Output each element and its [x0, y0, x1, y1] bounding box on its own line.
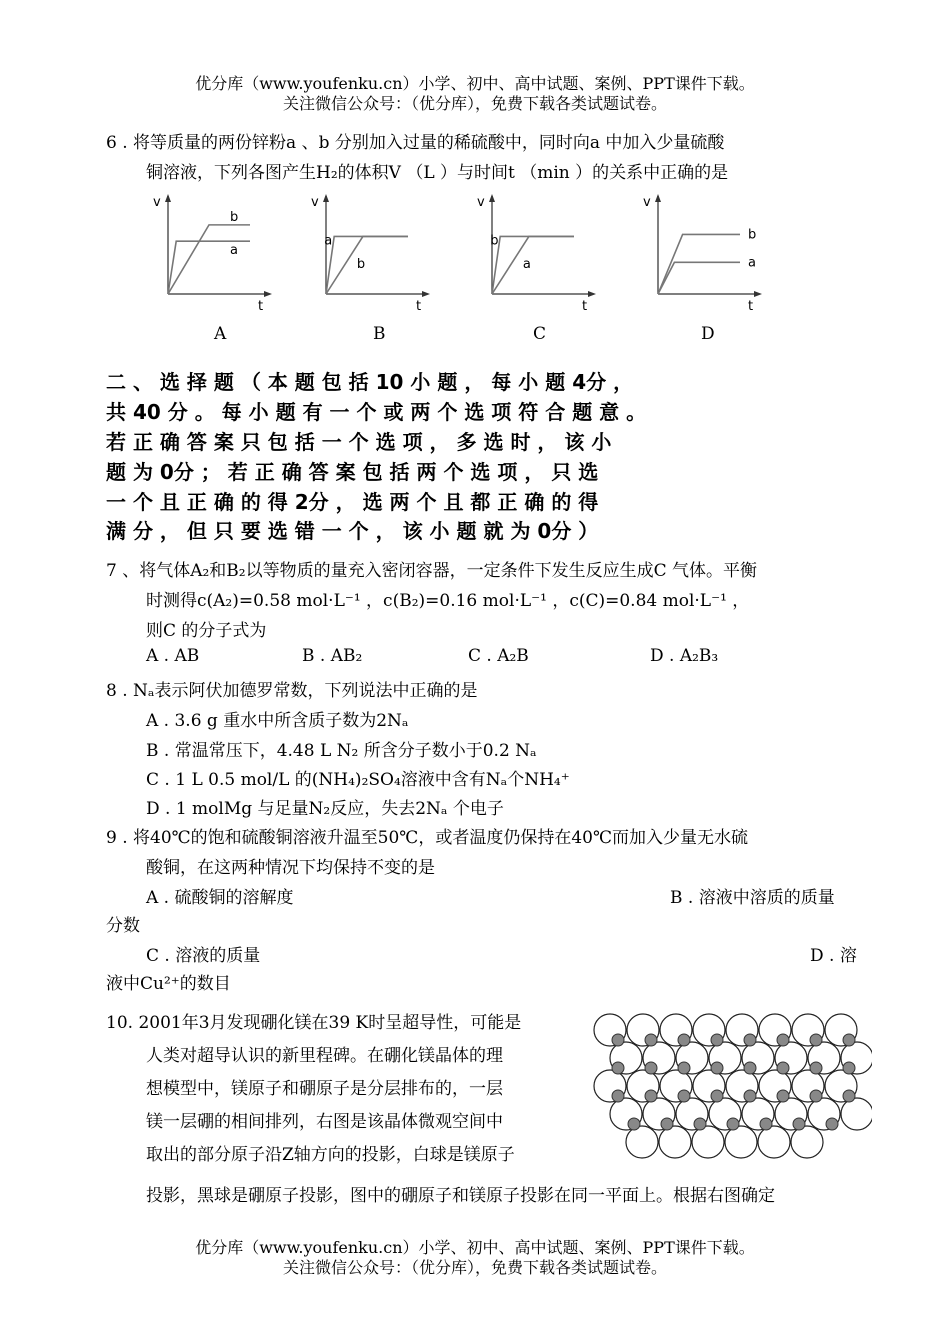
y-axis-arrow: [323, 194, 329, 202]
b-atom: [661, 1118, 673, 1130]
q10-line2: 人类对超导认识的新里程碑。在硼化镁晶体的理: [146, 1046, 503, 1066]
series-line-a: [658, 262, 740, 294]
y-axis-arrow: [655, 194, 661, 202]
b-atom: [628, 1118, 640, 1130]
x-axis-label: t: [416, 299, 422, 314]
b-atom: [694, 1118, 706, 1130]
q7-stem-line3: 则C 的分子式为: [146, 621, 267, 641]
b-atom: [777, 1034, 789, 1046]
chart-caption-a: A: [214, 324, 227, 344]
q10-line6: 投影，黑球是硼原子投影，图中的硼原子和镁原子投影在同一平面上。根据右图确定: [146, 1186, 775, 1206]
b-atom: [645, 1034, 657, 1046]
q7-option-b: B . AB₂: [302, 646, 363, 666]
q7-option-c: C . A₂B: [468, 646, 529, 666]
q6-stem-line2: 铜溶液，下列各图产生H₂的体积V （L ）与时间t （min ）的关系中正确的是: [146, 163, 729, 183]
vt-chart-c: [470, 190, 600, 320]
b-atom: [843, 1090, 855, 1102]
series-line-b: [492, 236, 574, 294]
section2-line3: 若 正 确 答 案 只 包 括 一 个 选 项 ， 多 选 时 ， 该 小: [106, 430, 612, 454]
q9-stem-line2: 酸铜，在这两种情况下均保持不变的是: [146, 858, 435, 878]
b-atom: [711, 1062, 723, 1074]
x-axis-arrow: [422, 291, 430, 297]
mg-atom: [659, 1126, 691, 1158]
q9-option-b-cont: 分数: [106, 916, 140, 936]
q7-stem-line1: 7 、将气体A₂和B₂以等物质的量充入密闭容器，一定条件下发生反应生成C 气体。平衡: [106, 561, 758, 581]
b-atom: [843, 1062, 855, 1074]
x-axis-label: t: [258, 299, 264, 314]
b-atom: [645, 1062, 657, 1074]
y-axis-arrow: [165, 194, 171, 202]
q8-option-d: D . 1 molMg 与足量N₂反应，失去2Nₐ 个电子: [146, 799, 504, 819]
section2-line1: 二 、 选 择 题 （ 本 题 包 括 10 小 题 ， 每 小 题 4分 ，: [106, 370, 634, 394]
footer-line-2: 关注微信公众号：（优分库），免费下载各类试题试卷。: [282, 1258, 667, 1277]
series-line-b: [326, 236, 408, 294]
mgb2-lattice-figure: [590, 1010, 872, 1170]
vt-chart-b: [304, 190, 434, 320]
q6-stem-line1: 6 . 将等质量的两份锌粉a 、b 分别加入过量的稀硫酸中，同时向a 中加入少量硫酸: [106, 133, 725, 153]
y-axis-label: v: [311, 195, 319, 210]
series-label-b: b: [748, 227, 757, 243]
mg-atom: [758, 1126, 790, 1158]
b-atom: [777, 1062, 789, 1074]
y-axis-label: v: [477, 195, 485, 210]
x-axis-label: t: [582, 299, 588, 314]
mg-atom: [725, 1126, 757, 1158]
b-atom: [810, 1062, 822, 1074]
x-axis-arrow: [754, 291, 762, 297]
chart-caption-b: B: [373, 324, 386, 344]
series-label-b: b: [230, 209, 239, 225]
q7-option-a: A . AB: [146, 646, 200, 666]
vt-chart-d: [636, 190, 766, 320]
b-atom: [760, 1118, 772, 1130]
b-atom: [777, 1090, 789, 1102]
x-axis-arrow: [264, 291, 272, 297]
q9-option-d: D . 溶: [810, 946, 857, 966]
q7-option-d: D . A₂B₃: [650, 646, 719, 666]
b-atom: [678, 1090, 690, 1102]
series-line-a: [326, 236, 408, 294]
mg-atom: [841, 1098, 872, 1130]
section2-line6: 满 分 ， 但 只 要 选 错 一 个 ， 该 小 题 就 为 0分 ）: [106, 519, 599, 543]
header-line-1: 优分库（www.youfenku.cn）小学、初中、高中试题、案例、PPT课件下载。: [195, 74, 755, 93]
b-atom: [727, 1118, 739, 1130]
b-atom: [744, 1062, 756, 1074]
section2-line4: 题 为 0分 ； 若 正 确 答 案 包 括 两 个 选 项 ， 只 选: [106, 460, 599, 484]
b-atom: [612, 1034, 624, 1046]
chart-caption-c: C: [533, 324, 547, 344]
series-line-b: [168, 225, 250, 294]
q10-line3: 想模型中，镁原子和硼原子是分层排布的，一层: [146, 1079, 503, 1099]
y-axis-label: v: [643, 195, 651, 210]
q10-line5: 取出的部分原子沿Z轴方向的投影，白球是镁原子: [146, 1145, 515, 1165]
series-label-a: a: [324, 233, 333, 249]
series-line-b: [658, 234, 740, 294]
q10-line4: 镁一层硼的相间排列，右图是该晶体微观空间中: [146, 1112, 503, 1132]
section2-line5: 一 个 且 正 确 的 得 2分 ， 选 两 个 且 都 正 确 的 得: [106, 490, 599, 514]
q9-option-b: B . 溶液中溶质的质量: [670, 888, 835, 908]
x-axis-label: t: [748, 299, 754, 314]
mg-atom: [692, 1126, 724, 1158]
series-label-b: b: [490, 233, 499, 249]
x-axis-arrow: [588, 291, 596, 297]
b-atom: [810, 1034, 822, 1046]
q9-option-c: C . 溶液的质量: [146, 946, 261, 966]
b-atom: [793, 1118, 805, 1130]
header-line-2: 关注微信公众号：（优分库），免费下载各类试题试卷。: [282, 94, 667, 113]
q9-option-a: A . 硫酸铜的溶解度: [146, 888, 294, 908]
q10-line1: 10. 2001年3月发现硼化镁在39 K时呈超导性，可能是: [106, 1013, 522, 1033]
y-axis-label: v: [153, 195, 161, 210]
series-label-a: a: [522, 257, 531, 273]
series-label-a: a: [748, 255, 756, 271]
b-atom: [711, 1090, 723, 1102]
y-axis-arrow: [489, 194, 495, 202]
vt-chart-a: [146, 190, 276, 320]
b-atom: [678, 1034, 690, 1046]
b-atom: [826, 1118, 838, 1130]
b-atom: [678, 1062, 690, 1074]
q8-option-c: C . 1 L 0.5 mol/L 的(NH₄)₂SO₄溶液中含有Nₐ个NH₄⁺: [146, 770, 570, 790]
series-label-a: a: [230, 243, 238, 259]
series-label-b: b: [356, 257, 366, 273]
footer-line-1: 优分库（www.youfenku.cn）小学、初中、高中试题、案例、PPT课件下载。: [195, 1238, 755, 1257]
mg-atom: [791, 1126, 823, 1158]
b-atom: [810, 1090, 822, 1102]
q8-option-a: A . 3.6 g 重水中所含质子数为2Nₐ: [146, 711, 409, 731]
q8-option-b: B . 常温常压下，4.48 L N₂ 所含分子数小于0.2 Nₐ: [146, 741, 537, 761]
b-atom: [843, 1034, 855, 1046]
section2-line2: 共 40 分 。 每 小 题 有 一 个 或 两 个 选 项 符 合 题 意 。: [106, 400, 647, 424]
q8-stem: 8 . Nₐ表示阿伏加德罗常数，下列说法中正确的是: [106, 681, 478, 701]
mg-atom: [626, 1126, 658, 1158]
q9-stem-line1: 9 . 将40℃的饱和硫酸铜溶液升温至50℃，或者温度仍保持在40℃而加入少量无水硫: [106, 828, 748, 848]
b-atom: [612, 1090, 624, 1102]
b-atom: [744, 1090, 756, 1102]
chart-caption-d: D: [701, 324, 715, 344]
b-atom: [744, 1034, 756, 1046]
q9-option-d-cont: 液中Cu²⁺的数目: [106, 974, 231, 994]
b-atom: [645, 1090, 657, 1102]
q7-stem-line2: 时测得c(A₂)=0.58 mol·L⁻¹ ，c(B₂)=0.16 mol·L⁻¹ ，c(C)=0.84 mol·L⁻¹ ，: [146, 591, 750, 611]
series-line-a: [492, 236, 574, 294]
b-atom: [612, 1062, 624, 1074]
b-atom: [711, 1034, 723, 1046]
